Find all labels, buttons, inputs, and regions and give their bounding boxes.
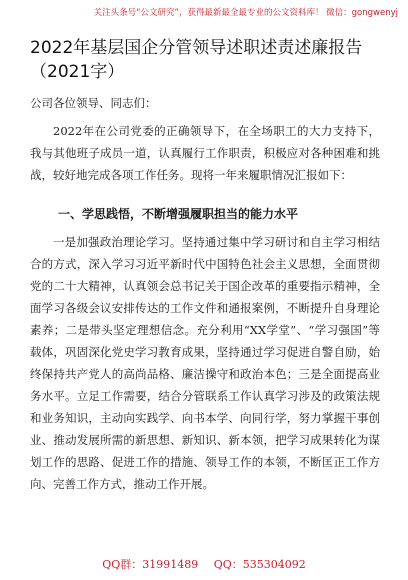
salutation: 公司各位领导、同志们： — [30, 96, 157, 110]
qq-group-text: QQ群：31991489 — [102, 558, 199, 571]
paragraph-study: 一是加强政治理论学习。坚持通过集中学习研讨和自主学习相结合的方式，深入学习习近平新时代中国特色社会主义思想，全面贯彻党的二十大精神，认真领会总书记关于国企改革的重要指示精神，全面学习各级会议安排传达的工作文件和通报案例，不断提升自身理论素养；二是带头坚定理想信念。充分利用“XX学堂”、“学习强国”等载体，巩固深化党史学习教育成果，坚持通过学习促进自警自励，始终保持共产党人的高尚品格、廉洁操守和政治本色；三是全面提高业务水平。立足工作需要，结合分管联系工作认真学习涉及的政策法规和业务知识，主动向实践学、向书本学、向同行学，努力掌握干事创业、推动发展所需的新思想、新知识、新本领，把学习成果转化为谋划工作的思路、促进工作的措施、领导工作的本领，不断匡正工作方向、完善工作方式，推动工作开展。 — [30, 235, 380, 491]
paragraph-intro: 2022年在公司党委的正确领导下，在全场职工的大力支持下，我与其他班子成员一道，认真履行工作职责，积极应对各种困难和挑战，较好地完成各项工作任务。现将一年来履职情况汇报如下： — [30, 124, 380, 182]
document-title: 2022年基层国企分管领导述职述责述廉报告（2021字） — [30, 38, 363, 82]
footer-contact — [0, 556, 408, 572]
qq-text: QQ：535304092 — [213, 558, 306, 571]
section-heading: 一、学思践悟，不断增强履职担当的能力水平 — [58, 207, 299, 221]
top-banner: 关注头条号“公文研究”，获得最新最全最专业的公文资料库！ 微信：gongwenyj — [93, 8, 398, 18]
